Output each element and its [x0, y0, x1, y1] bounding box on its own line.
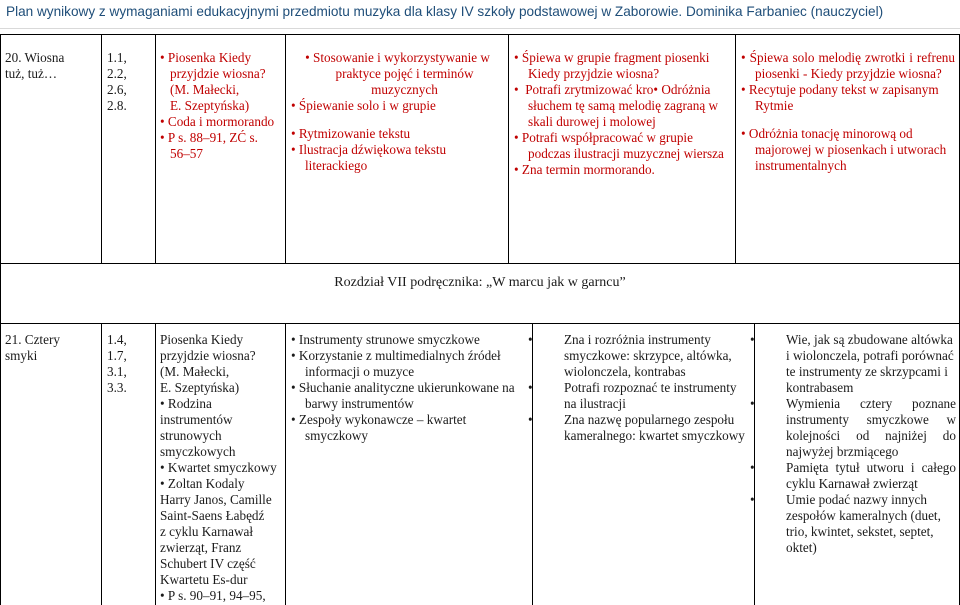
list-item: (M. Małecki,: [170, 82, 240, 97]
table-border: [0, 263, 960, 264]
list-item: • Kwartet smyczkowy: [160, 460, 284, 476]
basic-requirements-cell: [514, 50, 732, 178]
list-item: • Śpiewanie solo i w grupie: [291, 98, 504, 114]
list-item: • Rytmizowanie tekstu: [291, 126, 504, 142]
document-title: Plan wynikowy z wymaganiami edukacyjnymi przedmiotu muzyka dla klasy IV szkoły podstawowej w Zaborowie. Dominika Farbaniec (nauczyciel): [6, 4, 884, 19]
table-border: [532, 323, 533, 605]
lesson-title-cell: 21. Cztery smyki: [5, 332, 60, 363]
list-item: • P s. 90–91, 94–95,: [160, 588, 284, 604]
skills-cell: [291, 50, 504, 174]
list-item: • P s. 88–91, ZĆ s.: [160, 130, 284, 146]
list-item: Piosenka Kiedy: [160, 332, 244, 347]
list-item: Kwartetu Es-dur: [160, 572, 248, 587]
list-item: Saint-Saens Łabędź: [160, 508, 265, 523]
list-item: (M. Małecki,: [160, 364, 230, 379]
list-item: 56–57: [170, 146, 203, 161]
list-item: • Pamięta tytuł utworu i całego cyklu Karnawał zwierząt: [760, 460, 956, 492]
list-item: instrumentów: [160, 412, 233, 427]
table-border: [101, 34, 102, 263]
document-header: [0, 0, 960, 29]
list-item: • Zna nazwę popularnego zespołu kameralnego: kwartet smyczkowy: [538, 412, 750, 444]
list-item: E. Szeptyńska): [160, 380, 240, 395]
list-item: • Recytuje podany tekst w zapisanym Rytmie: [741, 82, 955, 114]
table-border: [735, 34, 736, 263]
list-item: • Instrumenty strunowe smyczkowe: [291, 332, 529, 348]
list-item: • Śpiewa w grupie fragment piosenki Kiedy przyjdzie wiosna?: [514, 50, 732, 82]
list-item: • Piosenka Kiedy: [160, 50, 284, 66]
list-item: zwierząt, Franz: [160, 540, 242, 555]
lesson-title-cell: 20. Wiosna tuż, tuż…: [5, 50, 65, 81]
list-item: • Potrafi rozpoznać te instrumenty na ilustracji: [538, 380, 750, 412]
table-border: [101, 323, 102, 605]
list-item: z cyklu Karnawał: [160, 524, 254, 539]
list-item: smyczkowych: [160, 444, 236, 459]
table-border: [285, 34, 286, 263]
plan-table: [0, 34, 960, 605]
list-item: • Śpiewa solo melodię zwrotki i refrenu piosenki - Kiedy przyjdzie wiosna?: [741, 50, 955, 82]
list-item: • Korzystanie z multimedialnych źródeł informacji o muzyce: [291, 348, 529, 380]
curriculum-codes-cell: 1.4, 1.7, 3.1, 3.3.: [107, 332, 127, 395]
list-item: • Wymienia cztery poznane instrumenty smyczkowe w kolejności od najniżej do najwyżej brzmiącego: [760, 396, 956, 460]
table-border: [508, 34, 509, 263]
list-item: • Słuchanie analityczne ukierunkowane na barwy instrumentów: [291, 380, 529, 412]
skills-cell: [291, 332, 529, 444]
list-item: Harry Janos, Camille: [160, 492, 272, 507]
curriculum-codes-cell: 1.1, 2.2, 2.6, 2.8.: [107, 50, 127, 113]
list-item: • Umie podać nazwy innych zespołów kameralnych (duet, trio, kwintet, sekstet, septet, oktet): [760, 492, 956, 556]
list-item: przyjdzie wiosna?: [170, 66, 266, 81]
table-border: [0, 34, 960, 35]
extended-requirements-cell: [741, 50, 955, 174]
list-item: • Zespoły wykonawcze – kwartet smyczkowy: [291, 412, 529, 444]
list-item: • Zna i rozróżnia instrumenty smyczkowe: skrzypce, altówka, wiolonczela, kontrabas: [538, 332, 750, 380]
list-item: • Coda i mormorando: [160, 114, 284, 130]
table-border: [155, 323, 156, 605]
list-item: • Potrafi współpracować w grupie podczas ilustracji muzycznej wiersza: [514, 130, 732, 162]
extended-requirements-cell: [760, 332, 956, 556]
list-item: przyjdzie wiosna?: [160, 348, 256, 363]
list-item: • Rodzina: [160, 396, 284, 412]
list-item: • Potrafi zrytmizować kro• Odróżnia słuchem tę samą melodię zagraną w skali durowej i molowej: [514, 82, 732, 130]
list-item: • Ilustracja dźwiękowa tekstu literackiego: [291, 142, 504, 174]
list-item: Schubert IV część: [160, 556, 256, 571]
table-border: [0, 34, 1, 605]
table-border: [0, 323, 960, 324]
list-item: E. Szeptyńska): [170, 98, 250, 113]
basic-requirements-cell: [538, 332, 750, 444]
list-item: • Wie, jak są zbudowane altówka i wiolonczela, potrafi porównać te instrumenty ze skrzypcami i kontrabasem: [760, 332, 956, 396]
chapter-heading: Rozdział VII podręcznika: „W marcu jak w garncu”: [334, 275, 626, 290]
list-item: • Zna termin mormorando.: [514, 162, 732, 178]
list-item: strunowych: [160, 428, 222, 443]
table-border: [285, 323, 286, 605]
lesson-content-cell: [160, 332, 284, 604]
list-item: • Zoltan Kodaly: [160, 476, 284, 492]
lesson-content-cell: [160, 50, 284, 162]
list-item: • Odróżnia tonację minorową od majorowej w piosenkach i utworach instrumentalnych: [741, 126, 955, 174]
list-item: • Stosowanie i wykorzystywanie w praktyce pojęć i terminów muzycznych: [291, 50, 504, 98]
table-border: [155, 34, 156, 263]
